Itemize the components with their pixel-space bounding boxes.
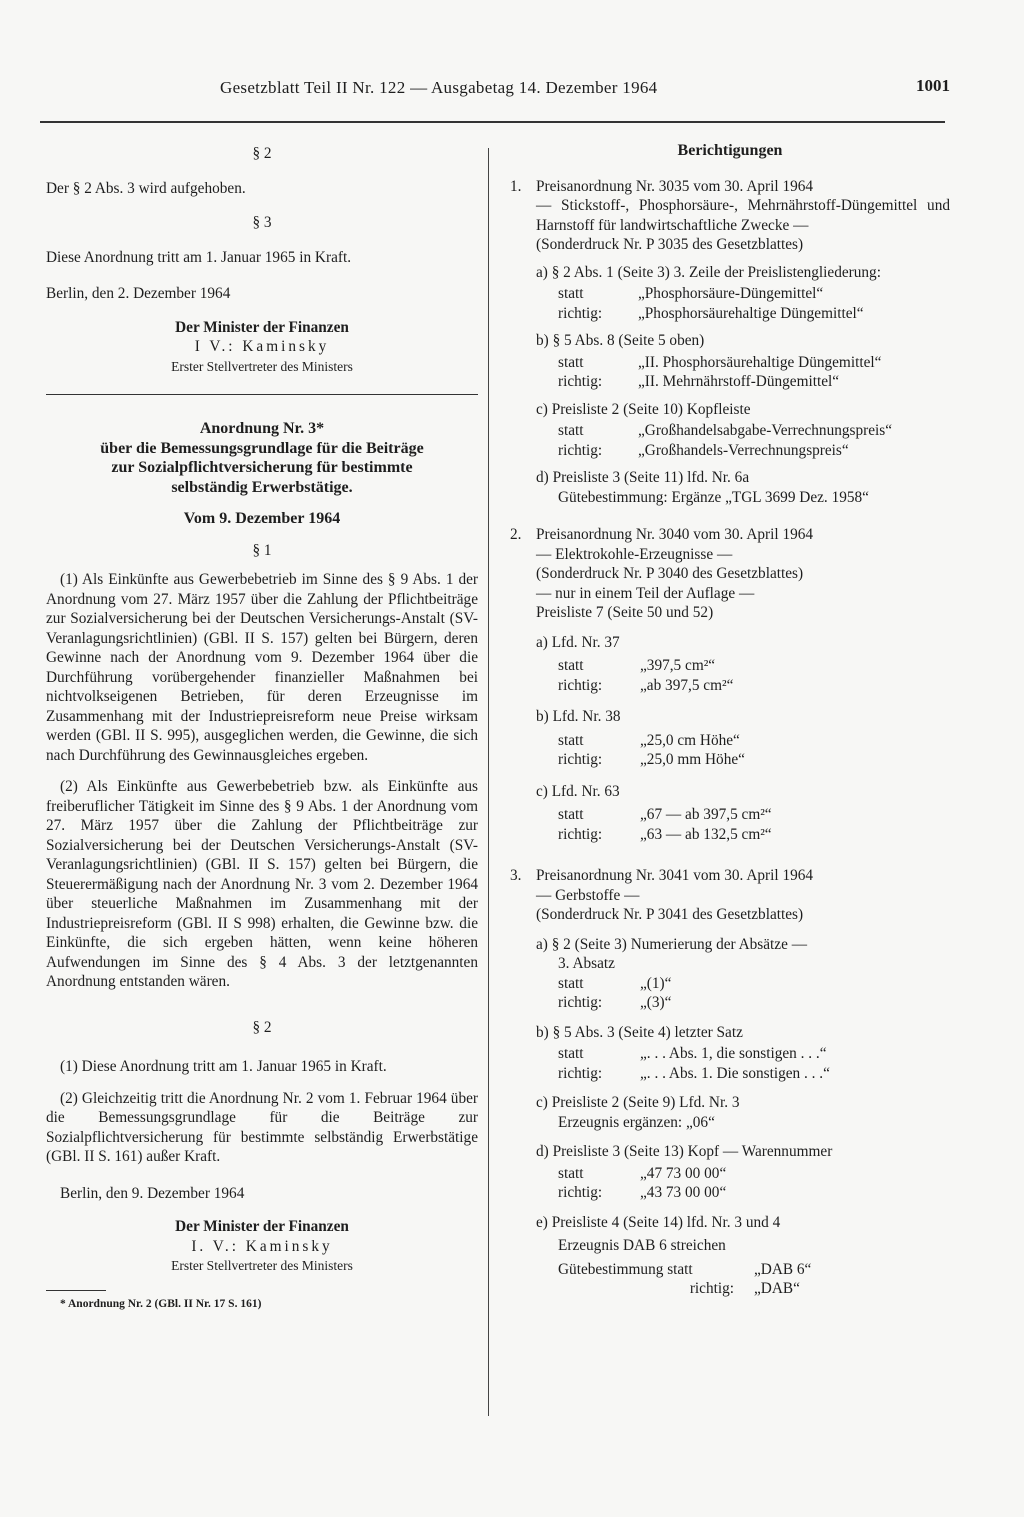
item-line: Preisliste 7 (Seite 50 und 52) xyxy=(536,604,714,621)
sub-item: a) Lfd. Nr. 37 xyxy=(536,633,620,651)
statt-value: „25,0 cm Höhe“ xyxy=(640,731,740,749)
richtig-label: richtig: xyxy=(558,994,603,1011)
item-line: — Stickstoff-, Phosphorsäure-, Mehrnährstoff-Düngemittel und Harnstoff für landwirtschaftliche Zwecke — xyxy=(536,197,950,234)
statt-label: statt xyxy=(558,285,584,302)
ordinance-title: zur Sozialpflichtversicherung für bestimmte xyxy=(111,459,413,476)
section-heading: § 2 xyxy=(252,1018,272,1036)
item-line: Preisanordnung Nr. 3035 vom 30. April 1964 xyxy=(536,177,814,195)
sub-item: a) § 2 Abs. 1 (Seite 3) 3. Zeile der Preislistengliederung: xyxy=(536,263,881,281)
statt-value: „397,5 cm²“ xyxy=(640,657,716,674)
sub-item-line: Gütebestimmung: Ergänze „TGL 3699 Dez. 1958“ xyxy=(558,488,869,506)
statt-value: „Phosphorsäure-Düngemittel“ xyxy=(638,285,824,302)
page-header xyxy=(40,74,950,116)
statt-value: „47 73 00 00“ xyxy=(640,1164,727,1182)
richtig-value: „Großhandels-Verrechnungspreis“ xyxy=(638,441,849,459)
statt-value: „DAB 6“ xyxy=(754,1260,812,1278)
signature: I V.: Kaminsky xyxy=(194,338,330,355)
item-line: (Sonderdruck Nr. P 3040 des Gesetzblattes) xyxy=(536,565,804,582)
richtig-value: „Phosphorsäurehaltige Düngemittel“ xyxy=(638,304,864,322)
paragraph: (1) Als Einkünfte aus Gewerbebetrieb im Sinne des § 9 Abs. 1 der Anordnung vom 27. März 1957 über die Zahlung der Pflichtbeiträge zur Sozialversicherung bei der Deutschen Versicherungs-Anstalt (SV-Veranlagungsrichtlinien) (GBl. II S. 157) gelten bei Bürgern, deren Gewinne nach der Anordnung vom 9. Dezember 1964 über die Durchführung vorübergehender finanzieller Maßnahmen bei nichtvolkseigenen Betrieben, für deren Erzeugnisse im Zusammenhang mit der Industriepreisreform neue Preise wirksam werden (GBl. II S. 995), ausgeglichen werden, die Gewinne, die sich nach Durchführung des Gewinnausgleiches ergeben. xyxy=(46,571,478,764)
richtig-value: „43 73 00 00“ xyxy=(640,1184,727,1201)
richtig-value: „63 — ab 132,5 cm²“ xyxy=(640,825,772,843)
richtig-value: „DAB“ xyxy=(754,1280,800,1297)
correction-item-2 xyxy=(510,525,950,623)
page-number: 1001 xyxy=(916,76,950,95)
footnote-rule xyxy=(46,1290,106,1291)
item-number: 1. xyxy=(510,177,522,195)
sub-item: b) § 5 Abs. 3 (Seite 4) letzter Satz xyxy=(536,1023,743,1041)
richtig-value: „ab 397,5 cm²“ xyxy=(640,676,734,694)
statt-value: „67 — ab 397,5 cm²“ xyxy=(640,806,772,823)
place-date: Berlin, den 9. Dezember 1964 xyxy=(60,1184,245,1202)
signature: I. V.: Kaminsky xyxy=(191,1237,333,1255)
header-title: Gesetzblatt Teil II Nr. 122 — Ausgabetag 14. Dezember 1964 xyxy=(220,78,658,97)
column-divider xyxy=(488,148,489,1416)
statt-value: „II. Phosphorsäurehaltige Düngemittel“ xyxy=(638,353,882,371)
correction-item-1 xyxy=(510,177,950,255)
statt-value: „Großhandelsabgabe-Verrechnungspreis“ xyxy=(638,422,892,439)
richtig-value: „(3)“ xyxy=(640,994,672,1011)
item-line: — Gerbstoffe — xyxy=(536,886,640,904)
sub-item: c) Preisliste 2 (Seite 9) Lfd. Nr. 3 xyxy=(536,1094,740,1111)
item-line: Preisanordnung Nr. 3040 vom 30. April 1964 xyxy=(536,526,814,543)
sub-item-line: 3. Absatz xyxy=(558,955,615,972)
correction-item-3 xyxy=(510,866,950,925)
statt-label: statt xyxy=(558,422,584,439)
statt-label: statt xyxy=(558,1045,584,1062)
statt-label: statt xyxy=(558,731,584,749)
paragraph: (2) Gleichzeitig tritt die Anordnung Nr. 2 vom 1. Februar 1964 über die Bemessungsgrundlage für die Beiträge zur Sozialpflichtversicherung für bestimmte selbständig Erwerbstätige (GBl. II S. 161) außer Kraft. xyxy=(46,1089,478,1165)
ordinance-title: Anordnung Nr. 3* xyxy=(199,420,325,437)
section-rule xyxy=(46,394,478,395)
ordinance-title: selbständig Erwerbstätige. xyxy=(171,478,353,496)
item-number: 3. xyxy=(510,867,522,884)
ordinance-date: Vom 9. Dezember 1964 xyxy=(183,510,341,527)
right-column xyxy=(510,141,950,1299)
statt-label: statt xyxy=(558,353,584,371)
sub-item-line: Erzeugnis DAB 6 streichen xyxy=(558,1237,726,1254)
statt-label: statt xyxy=(558,657,584,674)
sub-item: b) § 5 Abs. 8 (Seite 5 oben) xyxy=(536,332,705,349)
footnote: * Anordnung Nr. 2 (GBl. II Nr. 17 S. 161) xyxy=(60,1297,262,1310)
corrections-heading: Berichtigungen xyxy=(677,142,783,159)
paragraph: Der § 2 Abs. 3 wird aufgehoben. xyxy=(46,179,246,197)
section-heading: § 2 xyxy=(252,145,272,162)
sub-item: b) Lfd. Nr. 38 xyxy=(536,708,621,725)
item-line: — nur in einem Teil der Auflage — xyxy=(536,584,755,602)
statt-label: statt xyxy=(558,806,584,823)
header-rule xyxy=(40,121,945,123)
item-line: Preisanordnung Nr. 3041 vom 30. April 1964 xyxy=(536,867,814,884)
richtig-label: richtig: xyxy=(558,304,603,322)
sub-item: d) Preisliste 3 (Seite 13) Kopf — Warennummer xyxy=(536,1143,833,1160)
sub-item: c) Preisliste 2 (Seite 10) Kopfleiste xyxy=(536,400,751,418)
statt-label: statt xyxy=(558,1164,584,1182)
sub-item: d) Preisliste 3 (Seite 11) lfd. Nr. 6a xyxy=(536,469,750,486)
item-line: (Sonderdruck Nr. P 3035 des Gesetzblattes) xyxy=(536,236,804,253)
place-date: Berlin, den 2. Dezember 1964 xyxy=(46,285,231,302)
section-heading: § 3 xyxy=(252,214,272,231)
richtig-label: richtig: xyxy=(558,441,603,459)
item-line: (Sonderdruck Nr. P 3041 des Gesetzblattes) xyxy=(536,906,804,923)
statt-label: Gütebestimmung statt xyxy=(558,1260,693,1278)
richtig-value: „. . . Abs. 1. Die sonstigen . . .“ xyxy=(640,1064,830,1082)
richtig-value: „II. Mehrnährstoff-Düngemittel“ xyxy=(638,373,840,390)
statt-label: statt xyxy=(558,974,584,992)
statt-value: „. . . Abs. 1, die sonstigen . . .“ xyxy=(640,1045,827,1062)
sub-item-line: Erzeugnis ergänzen: „06“ xyxy=(558,1113,715,1131)
richtig-label: richtig: xyxy=(689,1280,734,1297)
left-column xyxy=(46,144,478,1314)
sub-item: c) Lfd. Nr. 63 xyxy=(536,782,620,800)
item-number: 2. xyxy=(510,526,522,543)
richtig-label: richtig: xyxy=(558,373,603,390)
signatory-title: Der Minister der Finanzen xyxy=(175,318,349,336)
richtig-label: richtig: xyxy=(558,1184,603,1201)
signatory-title: Der Minister der Finanzen xyxy=(175,1218,349,1235)
paragraph: (1) Diese Anordnung tritt am 1. Januar 1965 in Kraft. xyxy=(60,1058,387,1075)
richtig-label: richtig: xyxy=(558,676,603,694)
paragraph: (2) Als Einkünfte aus Gewerbebetrieb bzw. als Einkünfte aus freiberuflicher Tätigkeit im Sinne des § 9 Abs. 1 der Anordnung vom 27. März 1957 über die Zahlung der Pflichtbeiträge zur Sozialversicherung bei der Deutschen Versicherungs-Anstalt (SV-Veranlagungsrichtlinien) (GBl. II S. 157) gelten bei Bürgern, die Steuerermäßigung nach der Anordnung Nr. 3 vom 2. Dezember 1964 über steuerliche Maßnahmen im Zusammenhang mit der Industriepreisreform (GBl. II S 998) erhalten, die Gewinne bzw. die Einkünfte, die sich ergeben hätten, wenn keine höheren Aufwendungen im Sinne des § 4 Abs. 3 der letztgenannten Anordnung entstanden wären. xyxy=(46,778,478,990)
statt-value: „(1)“ xyxy=(640,974,672,992)
paragraph: Diese Anordnung tritt am 1. Januar 1965 in Kraft. xyxy=(46,248,352,266)
section-heading: § 1 xyxy=(252,541,272,559)
richtig-label: richtig: xyxy=(558,825,603,843)
richtig-label: richtig: xyxy=(558,751,603,768)
richtig-value: „25,0 mm Höhe“ xyxy=(640,751,745,768)
ordinance-title: über die Bemessungsgrundlage für die Beiträge xyxy=(100,439,424,457)
sub-item: e) Preisliste 4 (Seite 14) lfd. Nr. 3 und 4 xyxy=(536,1213,781,1231)
signatory-role: Erster Stellvertreter des Ministers xyxy=(171,1258,353,1273)
richtig-label: richtig: xyxy=(558,1064,603,1082)
signatory-role: Erster Stellvertreter des Ministers xyxy=(171,358,353,374)
item-line: — Elektrokohle-Erzeugnisse — xyxy=(536,545,733,563)
sub-item: a) § 2 (Seite 3) Numerierung der Absätze — xyxy=(536,935,808,953)
